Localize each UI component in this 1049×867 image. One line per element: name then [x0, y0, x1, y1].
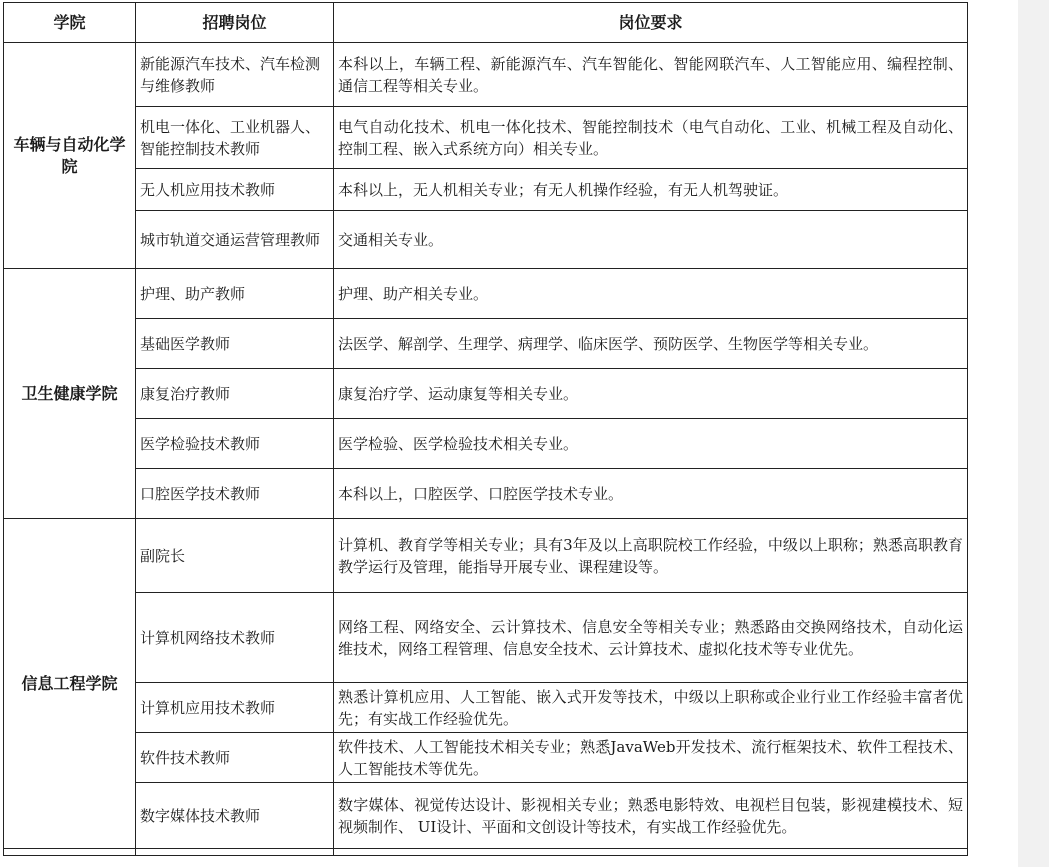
table-row — [4, 269, 968, 319]
table-row — [4, 43, 968, 107]
right-margin-panel — [1018, 0, 1049, 867]
requirement-cell: 电气自动化技术、机电一体化技术、智能控制技术（电气自动化、工业、机械工程及自动化、控制工程、嵌入式系统方向）相关专业。 — [334, 107, 968, 169]
table-row — [4, 211, 968, 269]
position-cell: 新能源汽车技术、汽车检测与维修教师 — [136, 43, 334, 107]
header-row — [4, 3, 968, 43]
requirement-cell: 法医学、解剖学、生理学、病理学、临床医学、预防医学、生物医学等相关专业。 — [334, 319, 968, 369]
position-cell: 机电一体化、工业机器人、智能控制技术教师 — [136, 107, 334, 169]
position-cell: 无人机应用技术教师 — [136, 169, 334, 211]
table-row — [4, 107, 968, 169]
header-college: 学院 — [4, 3, 136, 43]
position-cell: 口腔医学技术教师 — [136, 469, 334, 519]
table-row — [4, 369, 968, 419]
requirement-cell: 交通相关专业。 — [334, 211, 968, 269]
table-row — [4, 519, 968, 593]
requirement-cell: 熟悉计算机应用、人工智能、嵌入式开发等技术，中级以上职称或企业行业工作经验丰富者优先；有实战工作经验优先。 — [334, 683, 968, 733]
position-cell: 医学检验技术教师 — [136, 419, 334, 469]
table-row — [4, 469, 968, 519]
position-cell: 康复治疗教师 — [136, 369, 334, 419]
position-cell: 副院长 — [136, 519, 334, 593]
requirement-cell: 数字媒体、视觉传达设计、影视相关专业；熟悉电影特效、电视栏目包装，影视建模技术、短视频制作、 UI设计、平面和文创设计等技术，有实战工作经验优先。 — [334, 783, 968, 849]
requirement-cell: 本科以上，无人机相关专业；有无人机操作经验，有无人机驾驶证。 — [334, 169, 968, 211]
position-cell: 护理、助产教师 — [136, 269, 334, 319]
header-position: 招聘岗位 — [136, 3, 334, 43]
requirement-cell: 软件技术、人工智能技术相关专业；熟悉JavaWeb开发技术、流行框架技术、软件工程技术、人工智能技术等优先。 — [334, 733, 968, 783]
position-cell: 计算机应用技术教师 — [136, 683, 334, 733]
college-cell: 信息工程学院 — [4, 519, 136, 849]
position-cell: 基础医学教师 — [136, 319, 334, 369]
position-cell: 城市轨道交通运营管理教师 — [136, 211, 334, 269]
requirement-cell: 护理、助产相关专业。 — [334, 269, 968, 319]
position-cell: 数字媒体技术教师 — [136, 783, 334, 849]
requirement-cell: 本科以上，口腔医学、口腔医学技术专业。 — [334, 469, 968, 519]
table-row — [4, 683, 968, 733]
header-requirement: 岗位要求 — [334, 3, 968, 43]
requirement-cell: 本科以上，车辆工程、新能源汽车、汽车智能化、智能网联汽车、人工智能应用、编程控制、通信工程等相关专业。 — [334, 43, 968, 107]
college-cell: 卫生健康学院 — [4, 269, 136, 519]
table-row — [4, 783, 968, 849]
table-row — [4, 319, 968, 369]
position-cell: 计算机网络技术教师 — [136, 593, 334, 683]
requirement-cell: 康复治疗学、运动康复等相关专业。 — [334, 369, 968, 419]
requirement-cell: 计算机、教育学等相关专业；具有3年及以上高职院校工作经验，中级以上职称；熟悉高职教育教学运行及管理，能指导开展专业、课程建设等。 — [334, 519, 968, 593]
next-row-partial — [4, 849, 968, 856]
requirement-cell: 网络工程、网络安全、云计算技术、信息安全等相关专业；熟悉路由交换网络技术，自动化运维技术，网络工程管理、信息安全技术、云计算技术、虚拟化技术等专业优先。 — [334, 593, 968, 683]
table-row — [4, 733, 968, 783]
table-row — [4, 169, 968, 211]
requirement-cell: 医学检验、医学检验技术相关专业。 — [334, 419, 968, 469]
table-row — [4, 419, 968, 469]
college-cell: 车辆与自动化学院 — [4, 43, 136, 269]
table-row — [4, 593, 968, 683]
recruitment-table — [3, 2, 968, 856]
position-cell: 软件技术教师 — [136, 733, 334, 783]
